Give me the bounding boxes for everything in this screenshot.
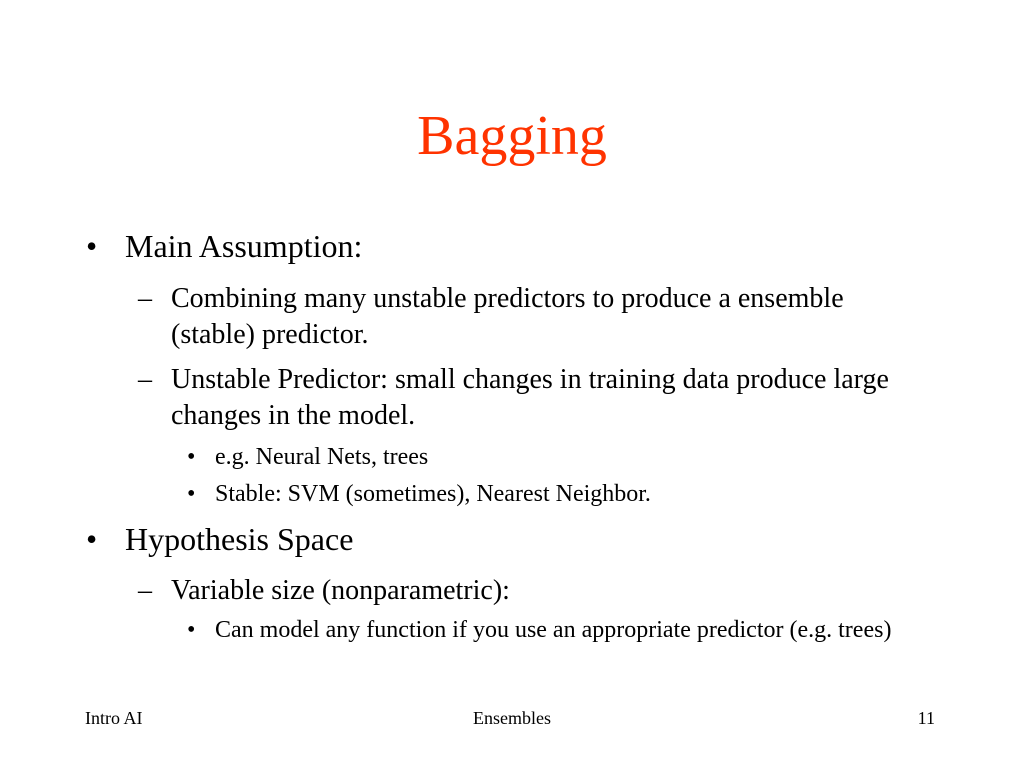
subsubbullet-stable <box>187 477 915 511</box>
bullet-text: Main Assumption: <box>125 228 363 264</box>
subsubbullet-text: Can model any function if you use an appropriate predictor (e.g. trees) <box>215 617 892 643</box>
bullet-text: Hypothesis Space <box>125 521 354 557</box>
footer-topic: Ensembles <box>473 708 551 728</box>
subbullet-combining-predictors <box>138 281 891 353</box>
footer-course: Intro AI <box>85 708 143 728</box>
slide-title: Bagging <box>417 105 607 167</box>
bullet-marker: • <box>187 481 196 507</box>
subbullet-text: Combining many unstable predictors to produce a ensemble (stable) predictor. <box>171 283 844 350</box>
bullet-marker: • <box>187 444 196 470</box>
dash-marker: – <box>138 364 152 395</box>
footer-page-number: 11 <box>917 708 935 728</box>
dash-marker: – <box>138 283 152 314</box>
bullet-marker: • <box>86 521 98 557</box>
subsubbullet-text: Stable: SVM (sometimes), Nearest Neighbor. <box>215 481 651 507</box>
subbullet-unstable-predictor <box>138 362 891 434</box>
subsubbullet-model-any-function <box>187 613 905 647</box>
subsubbullet-examples <box>187 440 915 474</box>
subsubbullet-text: e.g. Neural Nets, trees <box>215 444 429 470</box>
bullet-main-assumption <box>86 228 363 264</box>
subbullet-variable-size <box>138 573 891 609</box>
subbullet-text: Unstable Predictor: small changes in training data produce large changes in the model. <box>171 364 889 431</box>
bullet-marker: • <box>86 228 98 264</box>
dash-marker: – <box>138 575 152 606</box>
bullet-marker: • <box>187 617 196 643</box>
bullet-hypothesis-space <box>86 521 354 557</box>
subbullet-text: Variable size (nonparametric): <box>171 575 510 606</box>
